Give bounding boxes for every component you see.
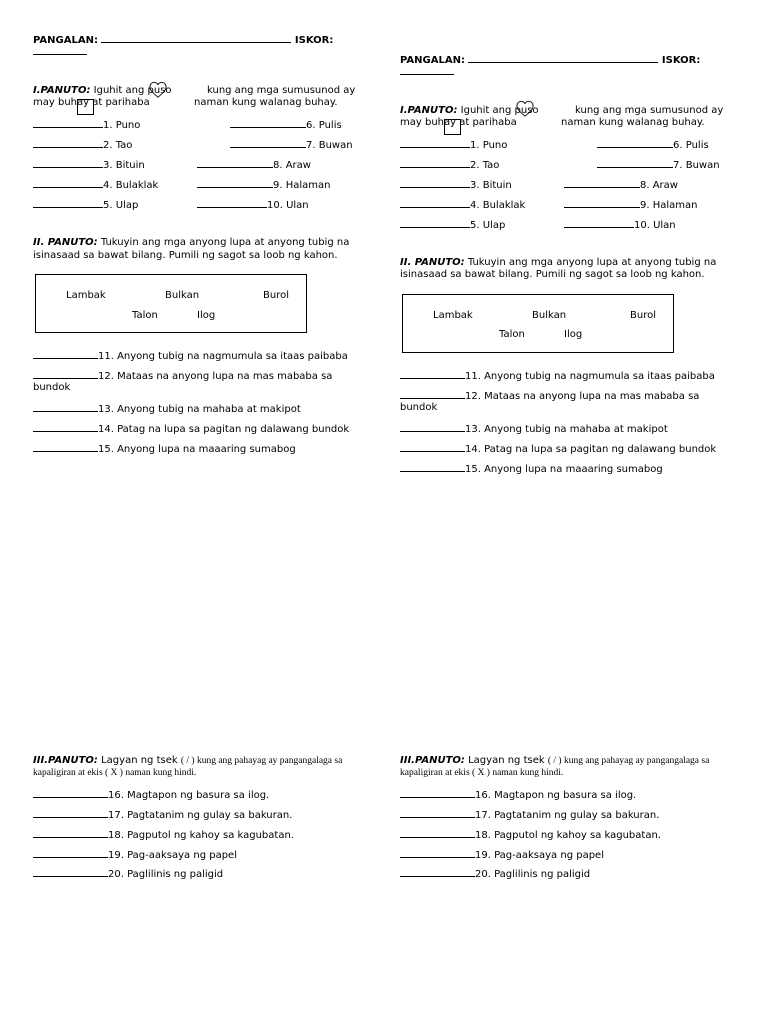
item-label: 16. Magtapon ng basura sa ilog. xyxy=(108,790,270,801)
item-label: 15. Anyong lupa na maaaring sumabog xyxy=(98,444,296,455)
part1-text-a: Iguhit ang puso xyxy=(460,105,539,116)
item-label: 13. Anyong tubig na mahaba at makipot xyxy=(465,424,668,435)
item-label: 9. Halaman xyxy=(273,180,331,191)
answer-blank[interactable] xyxy=(564,197,640,208)
score-label: ISKOR: xyxy=(294,35,334,46)
item-label: 14. Patag na lupa sa pagitan ng dalawang bundok xyxy=(465,444,717,455)
item-label: 19. Pag-aaksaya ng papel xyxy=(475,850,604,861)
item-label: 11. Anyong tubig na nagmumula sa itaas paibaba xyxy=(98,351,348,362)
item-10 xyxy=(564,217,676,232)
part2-text-b: isinasaad sa bawat bilang. Pumili ng sagot sa loob ng kahon. xyxy=(33,250,338,261)
part3-text-b: ( / ) kung ang pahayag ay pangangalaga sa xyxy=(180,756,343,766)
part3-instruction-line1 xyxy=(400,754,709,768)
choice-bulkan: Bulkan xyxy=(165,290,200,301)
item-16 xyxy=(400,787,636,802)
part2-panuto-label: II. PANUTO: xyxy=(33,237,98,248)
answer-blank[interactable] xyxy=(400,866,475,877)
item-label: 4. Bulaklak xyxy=(470,200,526,211)
part1-panuto-label: I.PANUTO: xyxy=(33,85,91,96)
part2-text-a: Tukuyin ang mga anyong lupa at anyong tubig na xyxy=(100,237,350,248)
part3-text-a: Lagyan ng tsek xyxy=(101,755,178,766)
item-label: 3. Bituin xyxy=(103,160,145,171)
answer-blank[interactable] xyxy=(400,217,470,228)
part1-text-c: may buhay at parihaba xyxy=(400,117,517,128)
item-5 xyxy=(400,217,505,232)
answer-blank[interactable] xyxy=(564,217,634,228)
choice-bulkan: Bulkan xyxy=(532,310,567,321)
part2-text-b: isinasaad sa bawat bilang. Pumili ng sagot sa loob ng kahon. xyxy=(400,269,705,280)
heart-icon xyxy=(516,100,534,118)
item-label: 17. Pagtatanim ng gulay sa bakuran. xyxy=(108,810,293,821)
part1-text-b: kung ang mga sumusunod ay xyxy=(575,105,724,116)
item-label: 5. Ulap xyxy=(103,200,139,211)
item-3 xyxy=(400,177,512,192)
item-15 xyxy=(400,461,663,476)
answer-blank[interactable] xyxy=(400,827,475,838)
item-label: 15. Anyong lupa na maaaring sumabog xyxy=(465,464,663,475)
item-label: 11. Anyong tubig na nagmumula sa itaas paibaba xyxy=(465,371,715,382)
item-11 xyxy=(400,368,715,383)
item-label: 19. Pag-aaksaya ng papel xyxy=(108,850,237,861)
item-label: 3. Bituin xyxy=(470,180,512,191)
item-8 xyxy=(564,177,678,192)
choice-ilog: Ilog xyxy=(564,329,583,340)
item-label: 12. Mataas na anyong lupa na mas mababa sa xyxy=(98,371,333,382)
item-13 xyxy=(400,421,668,436)
item-9 xyxy=(564,197,697,212)
answer-blank[interactable] xyxy=(597,137,673,148)
choices-box xyxy=(402,294,674,353)
item-12 xyxy=(400,388,699,403)
score-label: ISKOR: xyxy=(661,55,701,66)
name-label: PANGALAN: xyxy=(400,55,465,66)
item-label: 8. Araw xyxy=(273,160,311,171)
item-label: 1. Puno xyxy=(470,140,508,151)
item-label: 12. Mataas na anyong lupa na mas mababa sa xyxy=(465,391,700,402)
choice-talon: Talon xyxy=(132,310,158,321)
item-label: 6. Pulis xyxy=(306,120,342,131)
part1-text-a: Iguhit ang puso xyxy=(93,85,172,96)
item-label: 14. Patag na lupa sa pagitan ng dalawang bundok xyxy=(98,424,350,435)
item-label: 7. Buwan xyxy=(673,160,720,171)
item-label: 6. Pulis xyxy=(673,140,709,151)
answer-blank[interactable] xyxy=(400,177,470,188)
item-label: 17. Pagtatanim ng gulay sa bakuran. xyxy=(475,810,660,821)
part1-panuto-label: I.PANUTO: xyxy=(400,105,458,116)
item-label: 2. Tao xyxy=(103,140,133,151)
part1-text-d: naman kung walanag buhay. xyxy=(561,117,705,128)
answer-blank[interactable] xyxy=(400,787,475,798)
item-label: 13. Anyong tubig na mahaba at makipot xyxy=(98,404,301,415)
item-7 xyxy=(597,157,720,172)
choice-ilog: Ilog xyxy=(197,310,216,321)
rectangle-icon xyxy=(444,119,461,135)
answer-blank[interactable] xyxy=(400,197,470,208)
item-label: 8. Araw xyxy=(640,180,678,191)
item-label: 2. Tao xyxy=(470,160,500,171)
item-label: 5. Ulap xyxy=(470,220,506,231)
item-4 xyxy=(400,197,525,212)
answer-blank[interactable] xyxy=(400,421,465,432)
part3-text-c: kapaligiran at ekis ( X ) naman kung hindi. xyxy=(33,768,197,778)
choice-burol: Burol xyxy=(630,310,656,321)
item-label: 20. Paglilinis ng paligid xyxy=(108,869,224,880)
item-12-cont: bundok xyxy=(400,402,438,413)
part3-text-a: Lagyan ng tsek xyxy=(468,755,545,766)
item-17 xyxy=(400,807,659,822)
item-label: 18. Pagputol ng kahoy sa kagubatan. xyxy=(475,830,661,841)
item-label: 20. Paglilinis ng paligid xyxy=(475,869,591,880)
item-12-cont: bundok xyxy=(33,382,71,393)
choice-lambak: Lambak xyxy=(433,310,473,321)
item-label: 10. Ulan xyxy=(634,220,676,231)
item-label: 4. Bulaklak xyxy=(103,180,159,191)
part2-text-a: Tukuyin ang mga anyong lupa at anyong tubig na xyxy=(467,257,717,268)
name-blank[interactable] xyxy=(468,52,658,63)
answer-blank[interactable] xyxy=(400,137,470,148)
part2-panuto-label: II. PANUTO: xyxy=(400,257,465,268)
answer-blank[interactable] xyxy=(400,807,475,818)
item-2 xyxy=(400,157,499,172)
part3-text-c: kapaligiran at ekis ( X ) naman kung hindi. xyxy=(400,768,564,778)
item-1 xyxy=(400,137,507,152)
item-label: 10. Ulan xyxy=(267,200,309,211)
choice-talon: Talon xyxy=(499,329,525,340)
answer-blank[interactable] xyxy=(400,368,465,379)
item-label: 1. Puno xyxy=(103,120,141,131)
score-blank[interactable] xyxy=(400,64,454,75)
item-14 xyxy=(400,441,716,456)
answer-blank[interactable] xyxy=(400,441,465,452)
item-label: 7. Buwan xyxy=(306,140,353,151)
item-label: 9. Halaman xyxy=(640,200,698,211)
answer-blank[interactable] xyxy=(597,157,673,168)
item-6 xyxy=(597,137,709,152)
answer-blank[interactable] xyxy=(400,388,465,399)
part3-panuto-label: III.PANUTO: xyxy=(400,755,465,766)
choice-burol: Burol xyxy=(263,290,289,301)
choice-lambak: Lambak xyxy=(66,290,106,301)
part3-panuto-label: III.PANUTO: xyxy=(33,755,98,766)
part1-text-c: may buhay at parihaba xyxy=(33,97,150,108)
item-20 xyxy=(400,866,590,881)
item-19 xyxy=(400,847,604,862)
part1-text-d: naman kung walanag buhay. xyxy=(194,97,338,108)
item-label: 16. Magtapon ng basura sa ilog. xyxy=(475,790,637,801)
item-label: 18. Pagputol ng kahoy sa kagubatan. xyxy=(108,830,294,841)
answer-blank[interactable] xyxy=(400,847,475,858)
answer-blank[interactable] xyxy=(400,461,465,472)
answer-blank[interactable] xyxy=(400,157,470,168)
part1-text-b: kung ang mga sumusunod ay xyxy=(207,85,356,96)
answer-blank[interactable] xyxy=(564,177,640,188)
name-label: PANGALAN: xyxy=(33,35,98,46)
part3-text-b: ( / ) kung ang pahayag ay pangangalaga sa xyxy=(547,756,710,766)
item-18 xyxy=(400,827,661,842)
